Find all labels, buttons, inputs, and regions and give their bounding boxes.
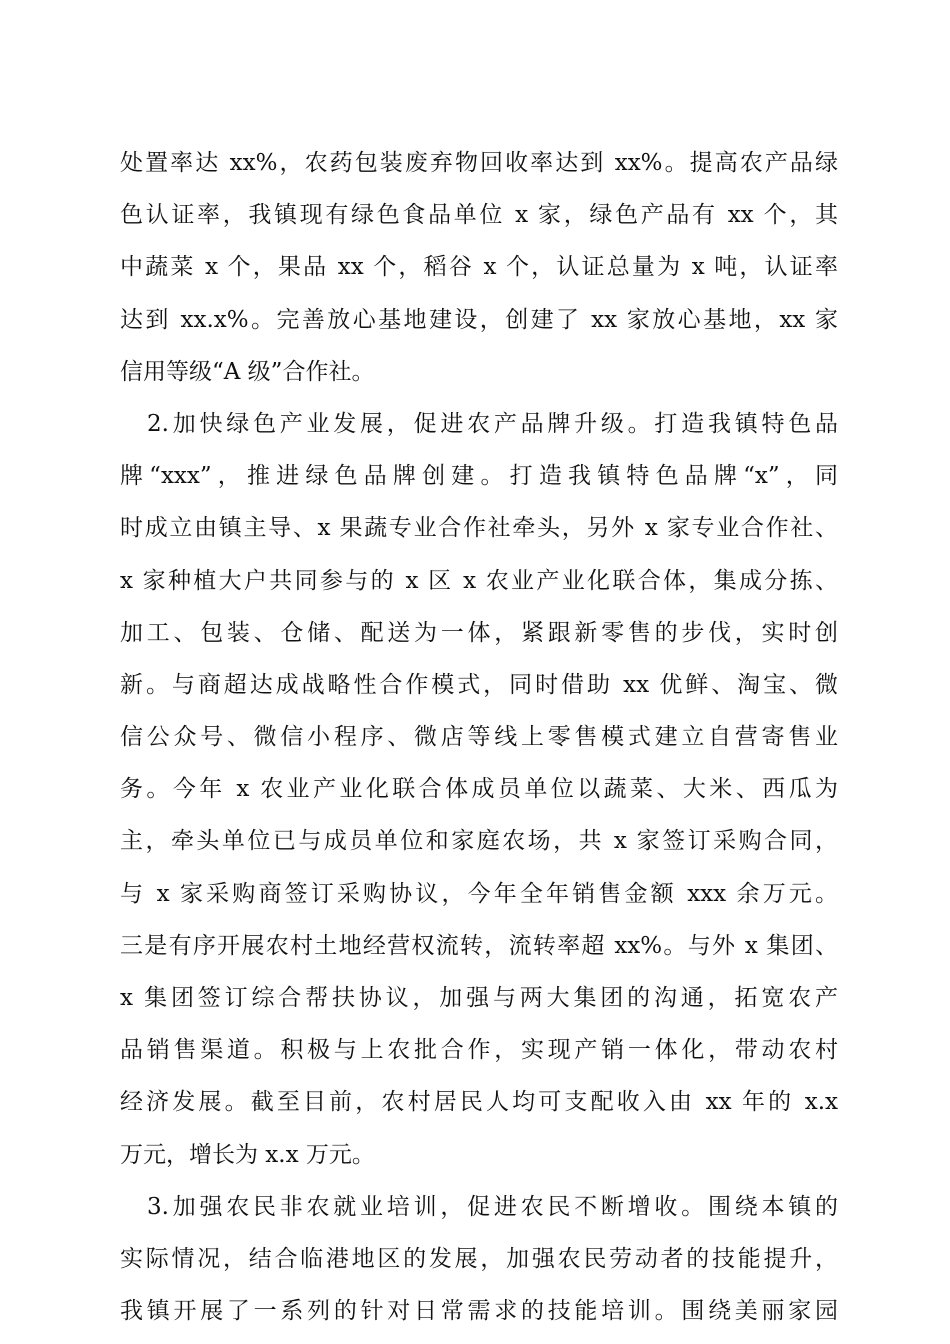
text-line: 品销售渠道。积极与上农批合作，实现产销一体化，带动农村 [120,1037,838,1064]
paragraph-1 [120,143,838,404]
text-line: 加工、包装、仓储、配送为一体，紧跟新零售的步伐，实时创 [120,619,838,646]
document-body [120,143,838,1343]
text-line: 色认证率，我镇现有绿色食品单位 x 家，绿色产品有 xx 个，其 [120,202,838,229]
text-line: 达到 xx.x%。完善放心基地建设，创建了 xx 家放心基地，xx 家 [120,306,838,333]
text-line: 处置率达 xx%，农药包装废弃物回收率达到 xx%。提高农产品绿 [120,150,838,176]
text-line: x 集团签订综合帮扶协议，加强与两大集团的沟通，拓宽农产 [120,985,838,1011]
text-line: 新。与商超达成战略性合作模式，同时借助 xx 优鲜、淘宝、微 [120,671,838,698]
text-line: 与 x 家采购商签订采购协议，今年全年销售金额 xxx 余万元。 [120,880,838,907]
text-line: 万元，增长为 x.x 万元。 [120,1141,375,1168]
text-line: 2.加快绿色产业发展，促进农产品牌升级。打造我镇特色品 [147,410,838,437]
text-line: 我镇开展了一系列的针对日常需求的技能培训。围绕美丽家园 [120,1298,838,1325]
text-line: x 家种植大户共同参与的 x 区 x 农业产业化联合体，集成分拣、 [120,567,838,594]
text-line: 主，牵头单位已与成员单位和家庭农场，共 x 家签订采购合同， [120,828,838,855]
text-line: 中蔬菜 x 个，果品 xx 个，稻谷 x 个，认证总量为 x 吨，认证率 [120,254,838,281]
text-line: 经济发展。截至目前，农村居民人均可支配收入由 xx 年的 x.x [120,1089,838,1116]
text-line: 3.加强农民非农就业培训，促进农民不断增收。围绕本镇的 [147,1193,838,1220]
text-line: 信公众号、微信小程序、微店等线上零售模式建立自营寄售业 [120,724,838,751]
paragraph-3 [120,1187,838,1344]
text-line: 时成立由镇主导、x 果蔬专业合作社牵头，另外 x 家专业合作社、 [120,515,838,542]
text-line: 务。今年 x 农业产业化联合体成员单位以蔬菜、大米、西瓜为 [120,776,838,803]
text-line: 实际情况，结合临港地区的发展，加强农民劳动者的技能提升， [120,1245,838,1272]
text-line: 三是有序开展农村土地经营权流转，流转率超 xx%。与外 x 集团、 [120,932,838,959]
paragraph-2 [120,404,838,1187]
text-line: 信用等级“A 级”合作社。 [120,358,375,385]
text-line: 牌“xxx”，推进绿色品牌创建。打造我镇特色品牌“x”，同 [120,463,838,490]
